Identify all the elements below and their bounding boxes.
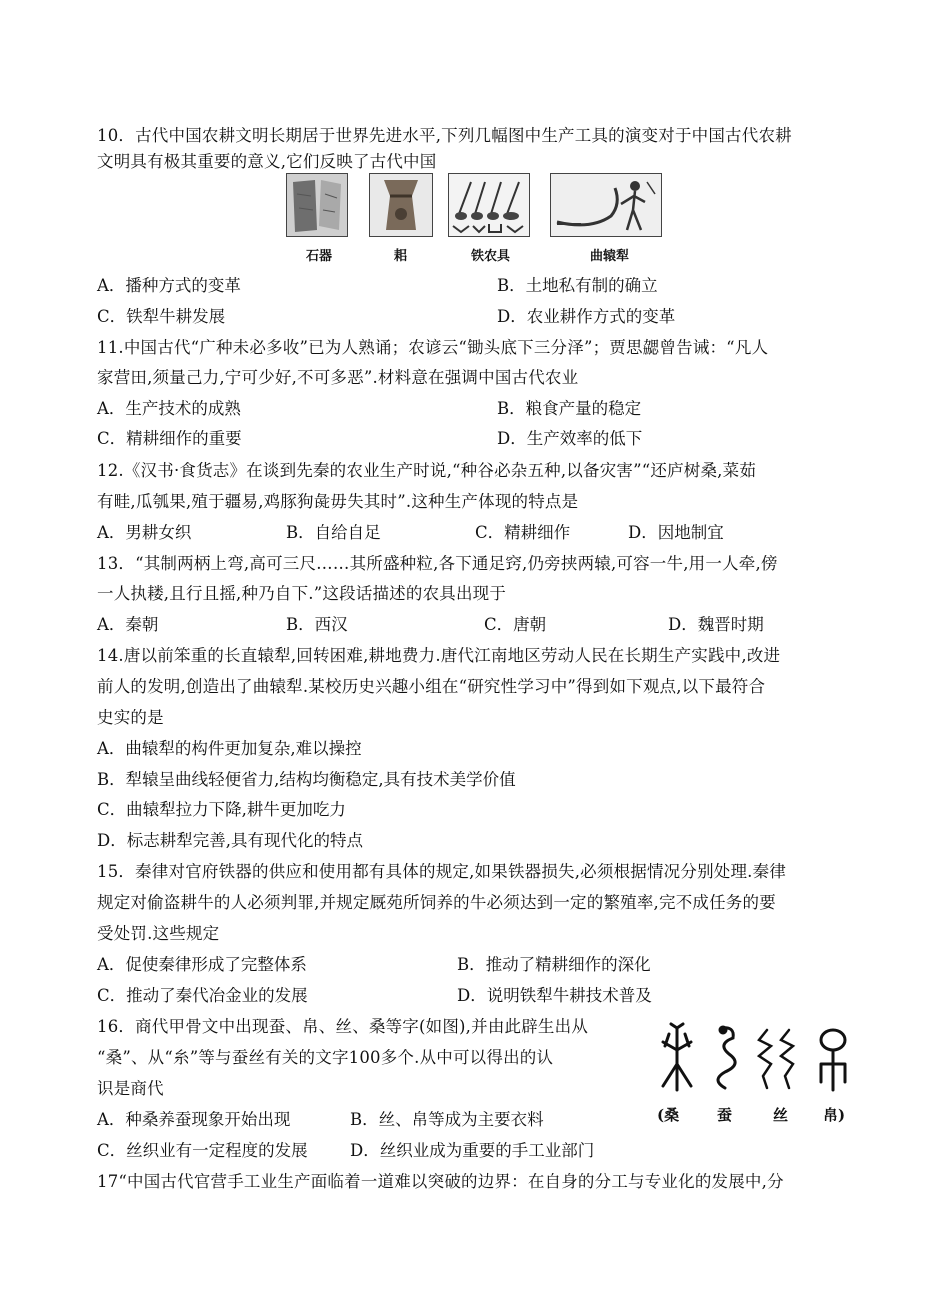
q11-option-a[interactable]: A．生产技术的成熟: [97, 399, 241, 418]
caption-iron-tools: 铁农具: [471, 249, 511, 264]
q11-option-d[interactable]: D．生产效率的低下: [497, 429, 643, 448]
q10-option-a[interactable]: A．播种方式的变革: [97, 276, 241, 295]
q11-option-c[interactable]: C．精耕细作的重要: [97, 429, 242, 448]
q10-stem-line-2: 文明具有极其重要的意义,它们反映了古代中国: [97, 152, 437, 171]
q15-stem-line-2: 规定对偷盗耕牛的人必须判罪,并规定厩苑所饲养的牛必须达到一定的繁殖率,完不成任务的要: [97, 893, 776, 912]
q13-stem-line-1: 13．“其制两柄上弯,高可三尺……其所盛种粒,各下通足窍,仍旁挟两辕,可容一牛,用一人牵,傍: [97, 554, 778, 573]
q17-stem-line-1: 17“中国古代官营手工业生产面临着一道难以突破的边界：在自身的分工与专业化的发展中,分: [97, 1172, 784, 1191]
q10-tool-figures: [286, 173, 696, 265]
q11-stem-line-2: 家营田,须量己力,宁可少好,不可多恶”.材料意在强调中国古代农业: [97, 368, 579, 387]
curved-plough-image: [550, 173, 662, 237]
q16-option-a[interactable]: A．种桑养蚕现象开始出现: [97, 1110, 291, 1129]
q16-stem-line-3: 识是商代: [97, 1079, 164, 1098]
q10-stem-line-1: 10．古代中国农耕文明长期居于世界先进水平,下列几幅图中生产工具的演变对于中国古代农耕: [97, 126, 792, 145]
caption-bo: 帛): [823, 1106, 846, 1124]
caption-sang: (桑: [657, 1106, 680, 1124]
q13-option-d[interactable]: D．魏晋时期: [668, 615, 764, 634]
stone-tool-image: [286, 173, 348, 237]
q14-option-d[interactable]: D．标志耕犁完善,具有现代化的特点: [97, 831, 363, 850]
oracle-bone-characters-figure: [655, 1020, 860, 1135]
q10-option-c[interactable]: C．铁犁牛耕发展: [97, 307, 226, 326]
q15-option-c[interactable]: C．推动了秦代冶金业的发展: [97, 986, 308, 1005]
q15-stem-line-3: 受处罚.这些规定: [97, 924, 220, 943]
caption-can: 蚕: [717, 1106, 733, 1124]
oracle-glyphs-image: [655, 1020, 860, 1100]
q14-option-b[interactable]: B．犁辕呈曲线轻便省力,结构均衡稳定,具有技术美学价值: [97, 770, 516, 789]
caption-si: 耜: [394, 249, 408, 264]
q15-option-d[interactable]: D．说明铁犁牛耕技术普及: [457, 986, 652, 1005]
q13-option-c[interactable]: C．唐朝: [484, 615, 547, 634]
q16-option-d[interactable]: D．丝织业成为重要的手工业部门: [350, 1141, 595, 1160]
q10-option-d[interactable]: D．农业耕作方式的变革: [497, 307, 676, 326]
q12-stem-line-2: 有畦,瓜瓠果,殖于疆易,鸡豚狗彘毋失其时”.这种生产体现的特点是: [97, 492, 579, 511]
q12-stem-line-1: 12.《汉书·食货志》在谈到先秦的农业生产时说,“种谷必杂五种,以备灾害”“还庐树桑,菜茹: [97, 461, 757, 480]
q13-option-a[interactable]: A．秦朝: [97, 615, 159, 634]
q12-option-b[interactable]: B．自给自足: [286, 523, 381, 542]
caption-curved-plough: 曲辕犁: [590, 249, 630, 264]
q12-option-c[interactable]: C．精耕细作: [475, 523, 571, 542]
q14-option-c[interactable]: C．曲辕犁拉力下降,耕牛更加吃力: [97, 800, 346, 819]
q16-option-b[interactable]: B．丝、帛等成为主要衣料: [350, 1110, 544, 1129]
si-spade-image: [369, 173, 433, 237]
q11-option-b[interactable]: B．粮食产量的稳定: [497, 399, 642, 418]
q15-stem-line-1: 15．秦律对官府铁器的供应和使用都有具体的规定,如果铁器损失,必须根据情况分别处理.秦律: [97, 862, 787, 881]
caption-si-silk: 丝: [773, 1106, 789, 1124]
q13-option-b[interactable]: B．西汉: [286, 615, 348, 634]
q11-stem-line-1: 11.中国古代“广种未必多收”已为人熟诵；农谚云“锄头底下三分泽”；贾思勰曾告诫：“凡人: [97, 338, 769, 357]
q16-option-c[interactable]: C．丝织业有一定程度的发展: [97, 1141, 308, 1160]
q15-option-b[interactable]: B．推动了精耕细作的深化: [457, 955, 651, 974]
q12-option-d[interactable]: D．因地制宜: [628, 523, 724, 542]
q14-option-a[interactable]: A．曲辕犁的构件更加复杂,难以操控: [97, 739, 362, 758]
q12-option-a[interactable]: A．男耕女织: [97, 523, 192, 542]
q10-option-b[interactable]: B．土地私有制的确立: [497, 276, 658, 295]
q14-stem-line-2: 前人的发明,创造出了曲辕犁.某校历史兴趣小组在“研究性学习中”得到如下观点,以下最符合: [97, 677, 766, 696]
q16-stem-line-1: 16．商代甲骨文中出现蚕、帛、丝、桑等字(如图),并由此辟生出从: [97, 1017, 589, 1036]
iron-tools-image: [448, 173, 530, 237]
caption-stone-tool: 石器: [306, 249, 333, 264]
q13-stem-line-2: 一人执耧,且行且摇,种乃自下.”这段话描述的农具出现于: [97, 584, 507, 603]
q14-stem-line-3: 史实的是: [97, 708, 164, 727]
q15-option-a[interactable]: A．促使秦律形成了完整体系: [97, 955, 307, 974]
q16-stem-line-2: “桑”、从“糸”等与蚕丝有关的文字100多个.从中可以得出的认: [97, 1048, 554, 1067]
q14-stem-line-1: 14.唐以前笨重的长直辕犁,回转困难,耕地费力.唐代江南地区劳动人民在长期生产实践中,改进: [97, 646, 781, 665]
